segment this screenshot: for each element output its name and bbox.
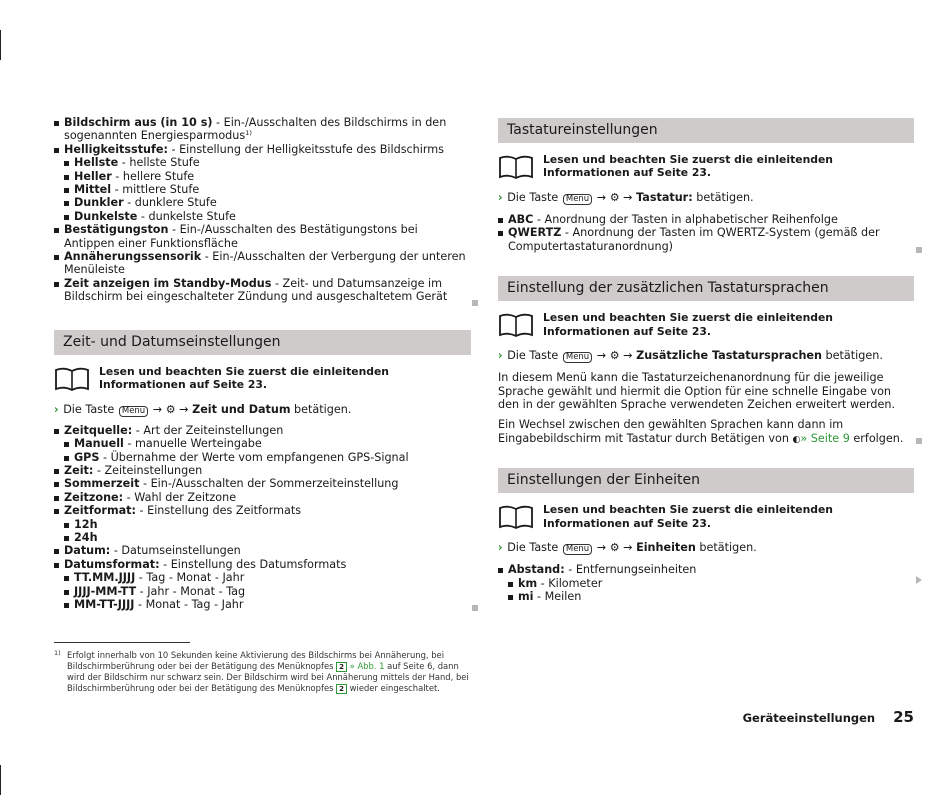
- item-term: Dunkelste: [74, 209, 138, 223]
- menu-key: Menu: [119, 406, 148, 417]
- notice-text: Lesen und beachten Sie zuerst die einleitenden Informationen auf Seite 23.: [543, 311, 833, 338]
- item-term: Zeit:: [64, 463, 94, 477]
- item-desc: - hellste Stufe: [118, 156, 200, 170]
- item-desc: - manuelle Werteingabe: [123, 437, 262, 451]
- item-desc: - Ein-/Ausschalten der Sommerzeiteinstellung: [139, 477, 399, 491]
- item-desc: - Monat - Tag - Jahr: [134, 597, 244, 611]
- list-item: [54, 504, 471, 544]
- keyboard-list: [498, 213, 914, 253]
- item-desc: - dunkelste Stufe: [137, 209, 236, 223]
- instruction-step: [54, 403, 471, 417]
- sub-list: [508, 577, 914, 604]
- sub-list-item: [64, 196, 471, 209]
- step-arrow: →: [152, 402, 163, 416]
- book-icon: [498, 504, 534, 530]
- key-number-badge: 2: [336, 684, 347, 694]
- list-item: [498, 226, 914, 253]
- sub-list: [64, 518, 471, 545]
- step-target: Zeit und Datum: [192, 402, 291, 416]
- step-target: Einheiten: [636, 541, 696, 555]
- footnote: [54, 650, 474, 694]
- book-icon: [54, 366, 90, 392]
- right-column: [498, 118, 914, 603]
- footnote-text: auf Seite 6, dann wird der Bildschirm nur schwarz sein. Der Bildschirm wird bei Annäherung mittels der Hand, bei Bildschirmberührung oder bei der Betätigung des Menüknopfes: [67, 661, 469, 693]
- item-term: Datum:: [64, 544, 111, 558]
- item-term: Heller: [74, 169, 112, 183]
- item-desc: - hellere Stufe: [111, 169, 195, 183]
- notice-text: Lesen und beachten Sie zuerst die einleitenden Informationen auf Seite 23.: [543, 503, 833, 530]
- item-term: Bildschirm aus (in 10 s): [64, 116, 213, 129]
- languages-paragraph-2: [498, 418, 914, 447]
- item-term: QWERTZ: [508, 226, 562, 240]
- item-term: Mittel: [74, 183, 112, 197]
- item-term: Hellste: [74, 156, 119, 170]
- section-end-mark: [916, 438, 922, 444]
- step-arrow-icon: ›: [498, 541, 503, 555]
- list-item: [498, 213, 914, 226]
- step-target: Tastatur:: [636, 191, 693, 204]
- sub-list-item: [64, 170, 471, 183]
- item-term: JJJJ-MM-TT: [74, 584, 137, 598]
- footnote-ref: 1): [245, 129, 252, 138]
- step-arrow: →: [596, 191, 607, 204]
- item-term: mi: [518, 590, 534, 604]
- figure-link[interactable]: » Abb. 1: [347, 661, 385, 671]
- item-desc: - Tag - Monat - Jahr: [135, 571, 245, 585]
- section-end-mark: [472, 300, 478, 306]
- step-suffix: betätigen.: [692, 191, 754, 204]
- notice-box: [54, 365, 471, 392]
- item-term: Dunkler: [74, 196, 124, 210]
- step-arrow: →: [623, 541, 633, 555]
- step-prefix: Die Taste: [63, 402, 115, 416]
- item-term: Zeitquelle:: [64, 423, 133, 437]
- book-icon: [498, 154, 534, 180]
- section-header: Tastatureinstellungen: [498, 118, 914, 143]
- item-desc: - Datumseinstellungen: [110, 544, 241, 558]
- footnote-number: 1): [54, 649, 61, 657]
- sub-list-item: [64, 437, 471, 450]
- item-desc: - Anordnung der Tasten im QWERTZ-System (gemäß der Computertastaturanordnung): [508, 226, 880, 253]
- sub-list-item: [64, 585, 471, 598]
- section-header: Einstellung der zusätzlichen Tastatursprachen: [498, 276, 914, 301]
- page-number: 25: [893, 708, 914, 726]
- section-end-mark: [472, 605, 478, 611]
- sub-list-item: [64, 571, 471, 584]
- display-list: [54, 116, 471, 304]
- step-suffix: betätigen.: [821, 349, 883, 363]
- item-desc: - Ein-/Ausschalten des Bestätigungstons bei Antippen einer Funktionsfläche: [64, 223, 418, 250]
- item-desc: - Zeit- und Datumsanzeige im Bildschirm bei eingeschalteter Zündung und ausgeschaltetem Gerät: [64, 276, 448, 304]
- list-item: [54, 223, 471, 250]
- instruction-step: [498, 191, 914, 205]
- item-desc: - mittlere Stufe: [111, 183, 200, 197]
- item-desc: - Ein-/Ausschalten der Verbergung der unteren Menüleiste: [64, 250, 466, 277]
- sub-list-item: [64, 531, 471, 544]
- crop-mark-top: [0, 30, 1, 60]
- keyboard-list-block: [498, 213, 914, 253]
- item-term: GPS: [74, 450, 100, 464]
- step-arrow-icon: ›: [54, 402, 59, 416]
- item-desc: - Zeiteinstellungen: [93, 463, 203, 477]
- step-arrow: →: [623, 191, 633, 204]
- section-header: Zeit- und Datumseinstellungen: [54, 330, 471, 355]
- list-item: [54, 250, 471, 277]
- instruction-step: [498, 349, 914, 363]
- item-term: 12h: [74, 517, 98, 531]
- sub-list-item: [508, 590, 914, 603]
- sub-list: [64, 437, 471, 464]
- item-desc: - Art der Zeiteinstellungen: [132, 423, 284, 437]
- menu-key: Menu: [563, 194, 592, 205]
- notice-box: [498, 503, 914, 530]
- item-term: Sommerzeit: [64, 477, 140, 491]
- footnote-text: wieder eingeschaltet.: [347, 683, 440, 693]
- left-column: [54, 116, 471, 611]
- step-arrow: →: [179, 402, 189, 416]
- datetime-list-block: [54, 424, 471, 612]
- datetime-list: [54, 424, 471, 612]
- footnote-body: [54, 650, 474, 694]
- footnote-text: Erfolgt innerhalb von 10 Sekunden keine Aktivierung des Bildschirms bei Annäherung, bei Bildschirmberührung oder bei der Betätigung des Menüknopfes: [67, 650, 445, 671]
- section-keyboard: [498, 118, 914, 253]
- list-item: [54, 558, 471, 612]
- list-item: [54, 464, 471, 477]
- list-item: [54, 116, 471, 143]
- crop-mark-bottom: [0, 765, 1, 795]
- item-term: Zeitzone:: [64, 490, 124, 504]
- item-desc: - Entfernungseinheiten: [564, 563, 697, 577]
- step-prefix: Die Taste: [507, 349, 559, 363]
- step-prefix: Die Taste: [507, 541, 559, 555]
- continue-arrow-icon: [916, 576, 922, 584]
- sub-list-item: [64, 598, 471, 611]
- sub-list-item: [64, 183, 471, 196]
- list-item: [54, 143, 471, 223]
- item-term: TT.MM.JJJJ: [74, 571, 136, 585]
- paragraph-text: Ein Wechsel zwischen den gewählten Sprachen kann dann im Eingabebildschirm mit Tastatur durch Betätigen von: [498, 418, 844, 445]
- section-languages: [498, 276, 914, 447]
- gear-icon: ⚙: [165, 402, 176, 416]
- page-footer: [742, 708, 914, 726]
- item-term: Annäherungssensorik: [64, 250, 202, 264]
- list-item: [54, 477, 471, 490]
- gear-icon: ⚙: [609, 191, 620, 204]
- item-term: Datumsformat:: [64, 557, 160, 571]
- item-term: 24h: [74, 530, 98, 544]
- gear-icon: ⚙: [609, 349, 620, 363]
- list-item: [54, 491, 471, 504]
- step-arrow-icon: ›: [498, 349, 503, 363]
- list-item: [54, 424, 471, 464]
- sub-list-item: [64, 156, 471, 169]
- item-desc: - Übernahme der Werte vom empfangenen GPS-Signal: [99, 450, 409, 464]
- gear-icon: ⚙: [609, 541, 620, 555]
- section-end-mark: [916, 247, 922, 253]
- section-datetime: [54, 330, 471, 612]
- item-term: km: [518, 576, 538, 590]
- step-arrow: →: [596, 349, 607, 363]
- key-number-badge: 2: [336, 662, 347, 672]
- step-arrow: →: [623, 349, 633, 363]
- step-arrow: →: [596, 541, 607, 555]
- footnote-rule: [54, 642, 190, 643]
- item-desc: - Einstellung des Zeitformats: [135, 504, 302, 518]
- item-term: Manuell: [74, 437, 124, 451]
- step-suffix: betätigen.: [695, 541, 757, 555]
- units-list: [498, 563, 914, 603]
- step-suffix: betätigen.: [290, 402, 352, 416]
- sub-list-item: [64, 451, 471, 464]
- item-term: Abstand:: [508, 563, 565, 577]
- item-desc: - Einstellung der Helligkeitsstufe des Bildschirms: [167, 142, 445, 156]
- item-desc: - Einstellung des Datumsformats: [159, 557, 347, 571]
- list-item: [54, 277, 471, 304]
- instruction-step: [498, 541, 914, 555]
- item-desc: - Meilen: [533, 590, 582, 604]
- page-link[interactable]: » Seite 9: [800, 431, 850, 445]
- languages-paragraph: In diesem Menü kann die Tastaturzeichenanordnung für die jeweilige Sprache gewählt und hiermit die Option für eine schnelle Eingabe von den in der gewählten Sprache verwendeten Zeichen erweitert werden.: [498, 371, 896, 412]
- item-desc: - Jahr - Monat - Tag: [136, 584, 246, 598]
- notice-box: [498, 311, 914, 338]
- notice-text: Lesen und beachten Sie zuerst die einleitenden Informationen auf Seite 23.: [543, 153, 833, 180]
- item-term: MM-TT-JJJJ: [74, 597, 135, 611]
- list-item: [498, 563, 914, 603]
- sub-list: [64, 571, 471, 611]
- book-icon: [498, 312, 534, 338]
- globe-icon: ◐: [792, 434, 801, 445]
- footer-title: Geräteeinstellungen: [742, 711, 876, 725]
- sub-list-item: [64, 210, 471, 223]
- item-term: Zeitformat:: [64, 504, 136, 518]
- notice-box: [498, 153, 914, 180]
- sub-list: [64, 156, 471, 223]
- item-desc: - dunklere Stufe: [123, 196, 217, 210]
- item-desc: - Wahl der Zeitzone: [123, 490, 237, 504]
- item-term: Helligkeitsstufe:: [64, 142, 168, 156]
- item-desc: - Ein-/Ausschalten des Bildschirms in den sogenannten Energiesparmodus: [64, 116, 447, 143]
- menu-key: Menu: [563, 352, 592, 363]
- menu-key: Menu: [563, 544, 592, 555]
- section-header: Einstellungen der Einheiten: [498, 468, 914, 493]
- step-target: Zusätzliche Tastatursprachen: [636, 349, 822, 363]
- step-prefix: Die Taste: [507, 191, 559, 204]
- step-arrow-icon: ›: [498, 191, 503, 204]
- section-units: [498, 468, 914, 603]
- display-settings-block: [54, 116, 471, 304]
- paragraph-text: erfolgen.: [849, 431, 904, 445]
- item-desc: - Kilometer: [537, 576, 603, 590]
- item-desc: - Anordnung der Tasten in alphabetischer Reihenfolge: [533, 213, 838, 226]
- item-term: Bestätigungston: [64, 223, 169, 237]
- sub-list-item: [508, 577, 914, 590]
- list-item: [54, 544, 471, 557]
- item-term: ABC: [508, 213, 534, 226]
- notice-text: Lesen und beachten Sie zuerst die einleitenden Informationen auf Seite 23.: [99, 364, 389, 392]
- item-term: Zeit anzeigen im Standby-Modus: [64, 276, 272, 290]
- sub-list-item: [64, 518, 471, 531]
